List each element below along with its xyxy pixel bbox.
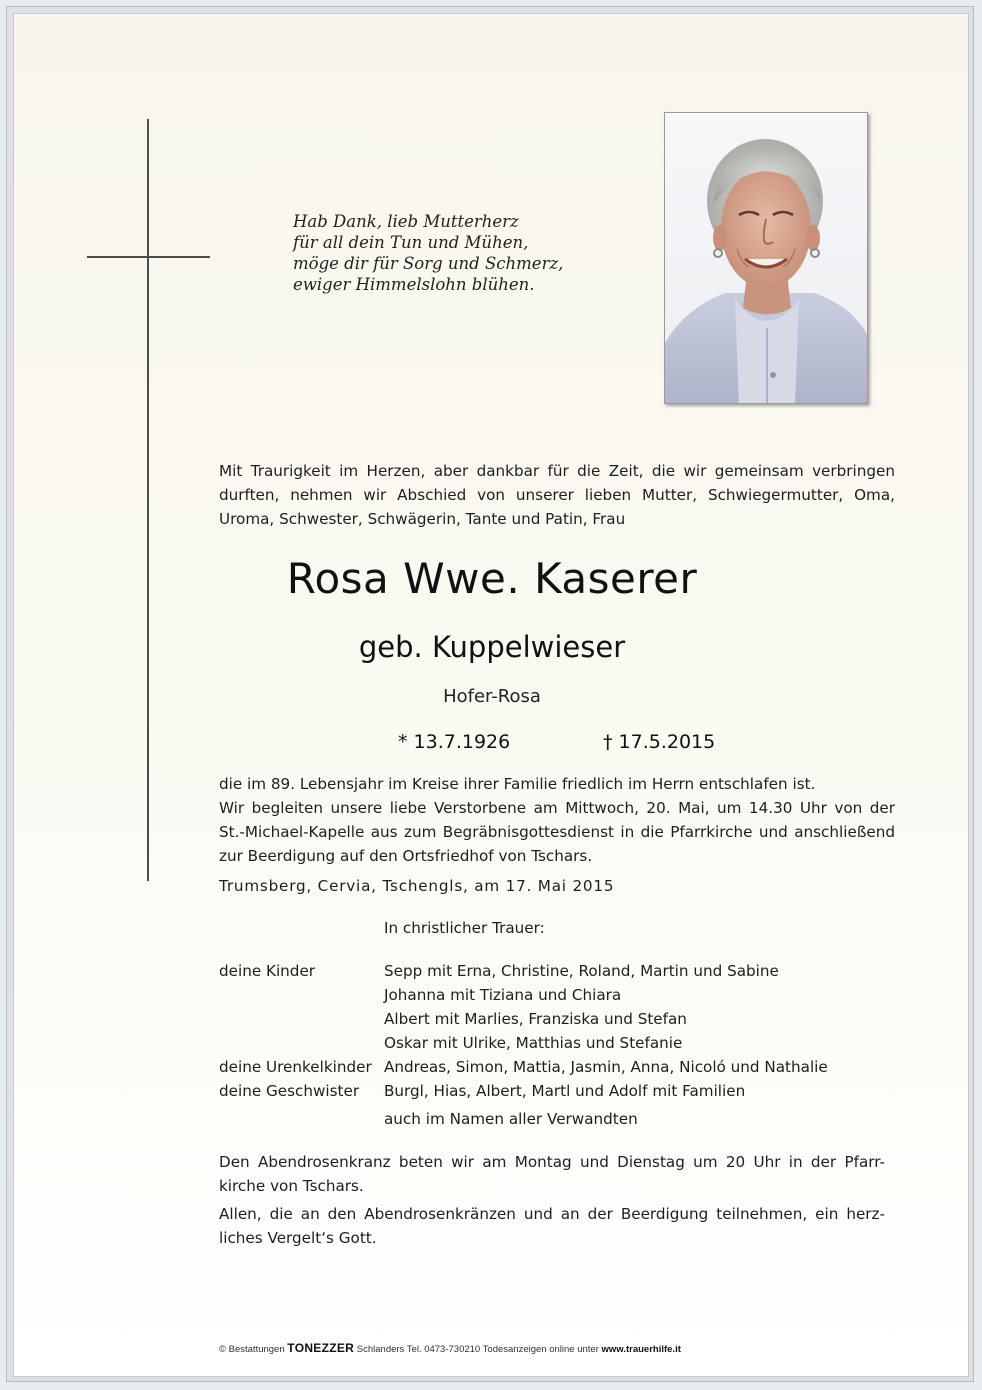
nickname: Hofer-Rosa xyxy=(443,686,541,707)
portrait-photo xyxy=(664,112,868,404)
closing-paragraph xyxy=(219,1150,885,1250)
relatives-line: Burgl, Hias, Albert, Martl und Adolf mit Familien xyxy=(384,1082,746,1100)
footer-url[interactable]: www.trauerhilfe.it xyxy=(601,1344,681,1355)
footer-prefix: © Bestattungen xyxy=(219,1344,285,1355)
siblings-label: deine Geschwister xyxy=(219,1082,360,1100)
relatives-line: Albert mit Marlies, Franziska und Stefan xyxy=(384,1010,687,1028)
relatives-line: Andreas, Simon, Mattia, Jasmin, Anna, Nicoló und Nathalie xyxy=(384,1058,828,1076)
great-grandchildren-label: deine Urenkelkinder xyxy=(219,1058,372,1076)
details-line: St.-Michael-Kapelle aus zum Begräbnisgottesdienst in die Pfarrkirche und anschließend xyxy=(219,823,895,841)
funeral-details xyxy=(219,772,895,868)
relatives-line: Oskar mit Ulrike, Matthias und Stefanie xyxy=(384,1034,683,1052)
details-line: die im 89. Lebensjahr im Kreise ihrer Familie friedlich im Herrn entschlafen ist. xyxy=(219,775,816,793)
mourning-heading: In christlicher Trauer: xyxy=(384,919,545,937)
portrait-image xyxy=(665,113,868,404)
intro-line: Uroma, Schwester, Schwägerin, Tante und Patin, Frau xyxy=(219,510,626,528)
verse-line: möge dir für Sorg und Schmerz, xyxy=(293,254,564,273)
details-line: Wir begleiten unsere liebe Verstorbene am Mittwoch, 20. Mai, um 14.30 Uhr von der xyxy=(219,799,895,817)
closing-line: liches Vergelt‘s Gott. xyxy=(219,1229,377,1247)
verse-line: ewiger Himmelslohn blühen. xyxy=(293,275,535,294)
maiden-name: geb. Kuppelwieser xyxy=(358,630,626,664)
cross-vertical-bar xyxy=(147,119,149,881)
footer-online-text: Todesanzeigen online unter xyxy=(482,1344,599,1355)
footer xyxy=(219,1341,681,1355)
footer-brand: TONEZZER xyxy=(287,1341,355,1355)
birth-date: * 13.7.1926 xyxy=(398,731,511,753)
footer-location: Schlanders xyxy=(356,1344,405,1355)
intro-line: Mit Traurigkeit im Herzen, aber dankbar für die Zeit, die wir gemeinsam verbringen xyxy=(219,462,895,480)
verse-line: Hab Dank, lieb Mutterherz xyxy=(293,212,519,231)
obituary-page xyxy=(13,13,969,1377)
footer-phone: Tel. 0473-730210 xyxy=(406,1344,481,1355)
closing-line: Den Abendrosenkranz beten wir am Montag und Dienstag um 20 Uhr in der Pfarr- xyxy=(219,1153,885,1171)
memorial-verse xyxy=(293,211,563,295)
relatives-line: Johanna mit Tiziana und Chiara xyxy=(384,986,622,1004)
death-date: † 17.5.2015 xyxy=(603,731,716,753)
relatives-also-line: auch im Namen aller Verwandten xyxy=(384,1110,638,1128)
details-line: zur Beerdigung auf den Ortsfriedhof von Tschars. xyxy=(219,847,593,865)
closing-line: Allen, die an den Abendrosenkränzen und an der Beerdigung teilnehmen, ein herz- xyxy=(219,1205,885,1223)
cross-horizontal-bar xyxy=(87,256,210,258)
closing-line: kirche von Tschars. xyxy=(219,1177,364,1195)
intro-line: durften, nehmen wir Abschied von unserer lieben Mutter, Schwiegermutter, Oma, xyxy=(219,486,895,504)
intro-paragraph xyxy=(219,459,895,531)
deceased-name: Rosa Wwe. Kaserer xyxy=(286,554,698,603)
relatives-line: Sepp mit Erna, Christine, Roland, Martin und Sabine xyxy=(384,962,779,980)
children-label: deine Kinder xyxy=(219,962,316,980)
verse-line: für all dein Tun und Mühen, xyxy=(293,233,529,252)
place-and-date: Trumsberg, Cervia, Tschengls, am 17. Mai 2015 xyxy=(219,877,615,895)
